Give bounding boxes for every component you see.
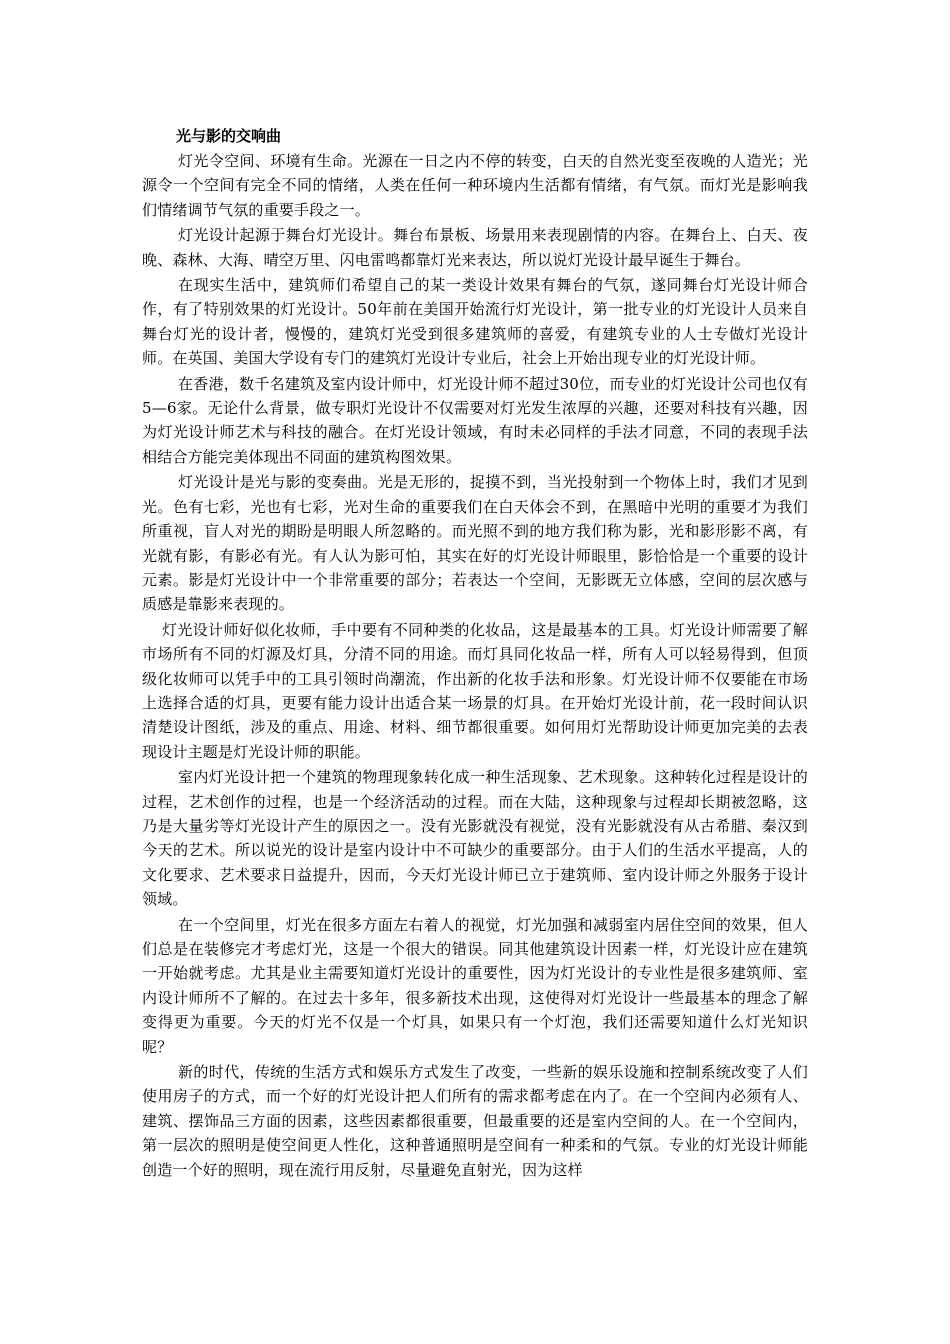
paragraph-3: 在现实生活中，建筑师们希望自己的某一类设计效果有舞台的气氛，遂同舞台灯光设计师合作，有了特别效果的灯光设计。50年前在美国开始流行灯光设计，第一批专业的灯光设计人员来自舞台灯光的设计者，慢慢的，建筑灯光受到很多建筑师的喜爱，有建筑专业的人士专做灯光设计师。在英国、美国大学设有专门的建筑灯光设计专业后，社会上开始出现专业的灯光设计师。 [142,276,808,368]
paragraph-1: 灯光令空间、环境有生命。光源在一日之内不停的转变，白天的自然光变至夜晚的人造光；光源令一个空间有完全不同的情绪，人类在任何一种环境内生活都有情绪，有气氛。而灯光是影响我们情绪调节气氛的重要手段之一。 [142,152,808,219]
paragraph-6: 灯光设计师好似化妆师，手中要有不同种类的化妆品，这是最基本的工具。灯光设计师需要了解市场所有不同的灯源及灯具，分清不同的用途。而灯具同化妆品一样，所有人可以轻易得到，但顶级化妆师可以凭手中的工具引领时尚潮流，作出新的化妆手法和形象。灯光设计师不仅要能在市场上选择合适的灯具，更要有能力设计出适合某一场景的灯具。在开始灯光设计前，花一段时间认识清楚设计图纸，涉及的重点、用途、材料、细节都很重要。如何用灯光帮助设计师更加完美的去表现设计主题是灯光设计师的职能。 [142,620,808,761]
paragraph-2: 灯光设计起源于舞台灯光设计。舞台布景板、场景用来表现剧情的内容。在舞台上、白天、夜晚、森林、大海、晴空万里、闪电雷鸣都靠灯光来表达，所以说灯光设计最早诞生于舞台。 [142,226,808,269]
paragraph-4: 在香港，数千名建筑及室内设计师中，灯光设计师不超过30位，而专业的灯光设计公司也仅有5—6家。无论什么背景，做专职灯光设计不仅需要对灯光发生浓厚的兴趣，还要对科技有兴趣，因为灯光设计师艺术与科技的融合。在灯光设计领域，有时未必同样的手法才同意，不同的表现手法相结合方能完美体现出不同面的建筑构图效果。 [142,374,808,466]
paragraph-8: 在一个空间里，灯光在很多方面左右着人的视觉，灯光加强和减弱室内居住空间的效果，但人们总是在装修完才考虑灯光，这是一个很大的错误。同其他建筑设计因素一样，灯光设计应在建筑一开始就考虑。尤其是业主需要知道灯光设计的重要性，因为灯光设计的专业性是很多建筑师、室内设计师所不了解的。在过去十多年，很多新技术出现，这使得对灯光设计一些最基本的理念了解变得更为重要。今天的灯光不仅是一个灯具，如果只有一个灯泡，我们还需要知道什么灯光知识呢？ [142,915,808,1056]
paragraph-5: 灯光设计是光与影的变奏曲。光是无形的，捉摸不到，当光投射到一个物体上时，我们才见到光。色有七彩，光也有七彩，光对生命的重要我们在白天体会不到，在黑暗中光明的重要才为我们所重视，盲人对光的期盼是明眼人所忽略的。而光照不到的地方我们称为影，光和影形影不离，有光就有影，有影必有光。有人认为影可怕，其实在好的灯光设计师眼里，影恰恰是一个重要的设计元素。影是灯光设计中一个非常重要的部分；若表达一个空间，无影既无立体感，空间的层次感与质感是靠影来表现的。 [142,473,808,614]
document-title: 光与影的交响曲 [176,127,282,145]
document-page [142,124,808,1183]
paragraph-9: 新的时代，传统的生活方式和娱乐方式发生了改变，一些新的娱乐设施和控制系统改变了人们使用房子的方式，而一个好的灯光设计把人们所有的需求都考虑在内了。在一个空间内必须有人、建筑、摆饰品三方面的因素，这些因素都很重要，但最重要的还是室内空间的人。在一个空间内，第一层次的照明是使空间更人性化，这种普通照明是空间有一种柔和的气氛。专业的灯光设计师能创造一个好的照明，现在流行用反射，尽量避免直射光，因为这样 [142,1063,808,1179]
paragraph-7: 室内灯光设计把一个建筑的物理现象转化成一种生活现象、艺术现象。这种转化过程是设计的过程，艺术创作的过程，也是一个经济活动的过程。而在大陆，这种现象与过程却长期被忽略，这乃是大量劣等灯光设计产生的原因之一。没有光影就没有视觉，没有光影就没有从古希腊、秦汉到今天的艺术。所以说光的设计是室内设计中不可缺少的重要部分。由于人们的生活水平提高，人的文化要求、艺术要求日益提升，因而，今天灯光设计师已立于建筑师、室内设计师之外服务于设计领域。 [142,768,808,909]
